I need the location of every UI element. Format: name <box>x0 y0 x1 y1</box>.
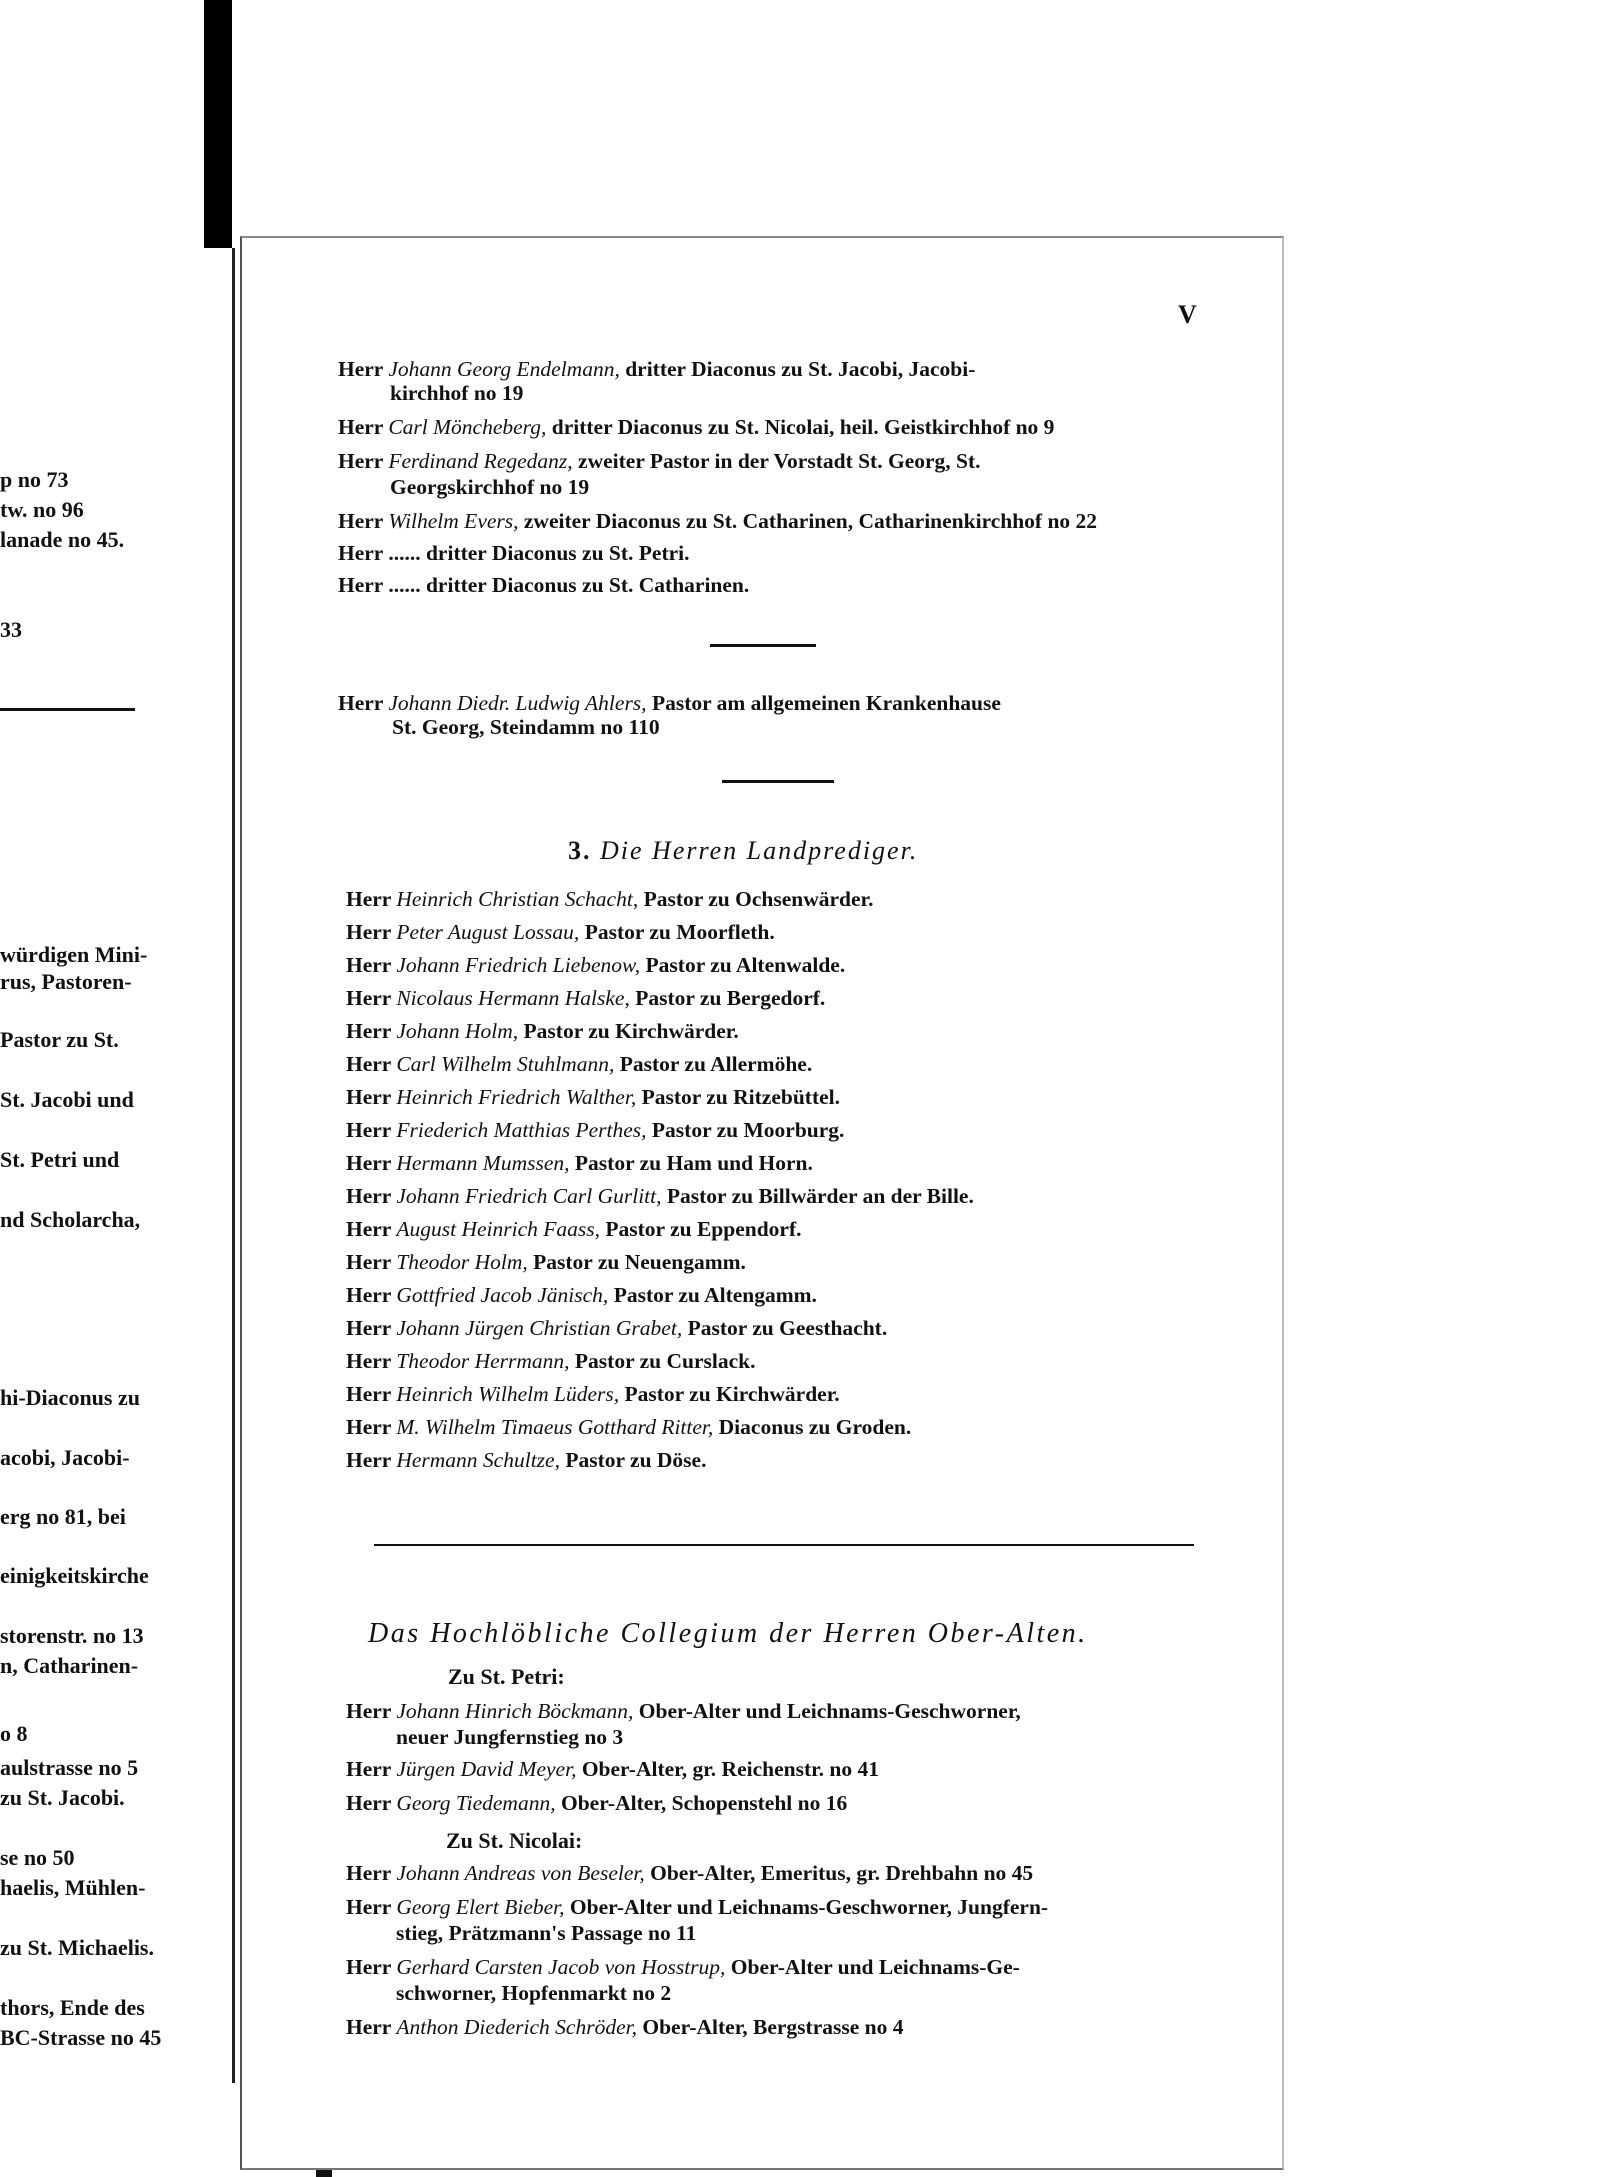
entry-name: Hermann Schultze, <box>396 1448 560 1472</box>
entry-office: Pastor zu Altengamm. <box>613 1283 817 1307</box>
left-fragment: rus, Pastoren- <box>0 969 132 994</box>
entry-prefix: Herr <box>346 1316 391 1340</box>
entry-office: Pastor zu Bergedorf. <box>635 986 826 1010</box>
entry-prefix: Herr <box>346 887 391 911</box>
entry-line: Herr Johann Andreas von Beseler, Ober-Alter, Emeritus, gr. Drehbahn no 45 <box>346 1861 1034 1885</box>
landprediger-entry <box>346 1249 746 1275</box>
left-fragment: St. Jacobi und <box>0 1087 134 1112</box>
entry-office: Pastor zu Ritzebüttel. <box>641 1085 841 1109</box>
entry-office: Pastor zu Altenwalde. <box>645 953 846 977</box>
entry-prefix: Herr <box>346 920 391 944</box>
left-fragment: St. Petri und <box>0 1147 120 1172</box>
entry-line: Herr Anthon Diederich Schröder, Ober-Alter, Bergstrasse no 4 <box>346 2015 904 2039</box>
entry-office: Pastor zu Allermöhe. <box>619 1052 813 1076</box>
entry-line: Herr Johann Georg Endelmann, dritter Diaconus zu St. Jacobi, Jacobi- <box>338 357 976 381</box>
landprediger-entry <box>346 1315 887 1341</box>
entry-name: Friederich Matthias Perthes, <box>396 1118 647 1142</box>
entry-office: Pastor zu Curslack. <box>574 1349 756 1373</box>
entry-name: Johann Friedrich Carl Gurlitt, <box>396 1184 662 1208</box>
entry-name: Theodor Holm, <box>396 1250 528 1274</box>
entry-continuation: Georgskirchhof no 19 <box>390 475 590 499</box>
landprediger-entry <box>346 1348 755 1374</box>
entry-office: Pastor zu Ochsenwärder. <box>643 887 874 911</box>
entry-line: Herr Georg Tiedemann, Ober-Alter, Schopenstehl no 16 <box>346 1791 848 1815</box>
left-fragment: zu St. Michaelis. <box>0 1935 154 1960</box>
entry-prefix: Herr <box>346 1283 391 1307</box>
entry-line: Herr Wilhelm Evers, zweiter Diaconus zu St. Catharinen, Catharinenkirchhof no 22 <box>338 509 1098 533</box>
entry-name: Johann Friedrich Liebenow, <box>396 953 641 977</box>
left-fragment: tw. no 96 <box>0 497 84 522</box>
landprediger-entry <box>346 1447 706 1473</box>
entry-prefix: Herr <box>346 986 391 1010</box>
entry-name: Nicolaus Hermann Halske, <box>396 986 630 1010</box>
landprediger-entry <box>346 952 845 978</box>
entry-line: Herr Carl Möncheberg, dritter Diaconus zu St. Nicolai, heil. Geistkirchhof no 9 <box>338 415 1055 439</box>
entry-continuation: neuer Jungfernstieg no 3 <box>396 1725 624 1749</box>
entry-name: Hermann Mumssen, <box>396 1151 570 1175</box>
landprediger-entry <box>346 1216 801 1242</box>
landprediger-entry <box>346 1183 974 1209</box>
landprediger-entry <box>346 919 775 945</box>
entry-prefix: Herr <box>346 1019 391 1043</box>
left-facing-page <box>0 248 235 2083</box>
entry-office: Pastor zu Döse. <box>565 1448 707 1472</box>
left-fragment: acobi, Jacobi- <box>0 1445 130 1470</box>
entry-office: Diaconus zu Groden. <box>718 1415 912 1439</box>
landprediger-entry <box>346 1150 813 1176</box>
left-fragment: zu St. Jacobi. <box>0 1785 125 1810</box>
entry-prefix: Herr <box>346 1085 391 1109</box>
entry-office: Pastor zu Moorfleth. <box>584 920 775 944</box>
entry-office: Pastor zu Eppendorf. <box>605 1217 802 1241</box>
section-title: 3. Die Herren Landprediger. <box>568 836 919 865</box>
entry-continuation: kirchhof no 19 <box>390 381 524 405</box>
left-fragment: nd Scholarcha, <box>0 1207 141 1232</box>
entry-prefix: Herr <box>346 1151 391 1175</box>
landprediger-entry <box>346 985 825 1011</box>
entry-prefix: Herr <box>346 1217 391 1241</box>
entry-prefix: Herr <box>346 953 391 977</box>
entry-office: Pastor zu Kirchwärder. <box>624 1382 840 1406</box>
left-fragment: n, Catharinen- <box>0 1653 139 1678</box>
entry-line: Herr Georg Elert Bieber, Ober-Alter und Leichnams-Geschworner, Jungfern- <box>346 1895 1049 1919</box>
left-fragment: 33 <box>0 617 22 642</box>
left-fragment: einigkeitskirche <box>0 1563 149 1588</box>
entry-office: Pastor zu Ham und Horn. <box>574 1151 813 1175</box>
landprediger-entry <box>346 1282 817 1308</box>
entry-office: Pastor zu Billwärder an der Bille. <box>666 1184 974 1208</box>
left-fragment: o 8 <box>0 1721 28 1746</box>
entry-prefix: Herr <box>346 1349 391 1373</box>
left-fragment: thors, Ende des <box>0 1995 145 2020</box>
entry-prefix: Herr <box>346 1250 391 1274</box>
left-fragment: lanade no 45. <box>0 527 125 552</box>
entry-name: M. Wilhelm Timaeus Gotthard Ritter, <box>396 1415 714 1439</box>
landprediger-entry <box>346 1051 812 1077</box>
entry-name: Johann Jürgen Christian Grabet, <box>396 1316 683 1340</box>
entry-name: Gottfried Jacob Jänisch, <box>396 1283 609 1307</box>
entry-line: Herr Gerhard Carsten Jacob von Hosstrup, Ober-Alter und Leichnams-Ge- <box>346 1955 1020 1979</box>
landprediger-entry <box>346 1018 739 1044</box>
left-fragment: hi-Diaconus zu <box>0 1385 140 1410</box>
section-divider <box>710 644 816 647</box>
entry-prefix: Herr <box>346 1448 391 1472</box>
entry-line: Herr Jürgen David Meyer, Ober-Alter, gr. Reichenstr. no 41 <box>346 1757 880 1781</box>
entry-name: Johann Holm, <box>396 1019 519 1043</box>
left-fragment: Pastor zu St. <box>0 1027 119 1052</box>
left-fragment: aulstrasse no 5 <box>0 1755 139 1780</box>
section-divider <box>374 1544 1194 1546</box>
entry-continuation: schworner, Hopfenmarkt no 2 <box>396 1981 672 2005</box>
entry-line: Herr Johann Hinrich Böckmann, Ober-Alter und Leichnams-Geschworner, <box>346 1699 1021 1723</box>
left-fragment: se no 50 <box>0 1845 75 1870</box>
left-fragment: BC-Strasse no 45 <box>0 2025 162 2050</box>
subheading-nicolai: Zu St. Nicolai: <box>446 1828 583 1853</box>
landprediger-entry <box>346 1381 840 1407</box>
entry-name: Peter August Lossau, <box>396 920 580 944</box>
left-fragment: erg no 81, bei <box>0 1504 126 1529</box>
entry-office: Pastor zu Kirchwärder. <box>523 1019 739 1043</box>
binding-strip <box>204 0 232 250</box>
entry-name: Theodor Herrmann, <box>396 1349 570 1373</box>
entry-prefix: Herr <box>346 1118 391 1142</box>
entry-prefix: Herr <box>346 1415 391 1439</box>
collegium-heading: Das Hochlöbliche Collegium der Herren Ober-Alten. <box>368 1618 1088 1649</box>
left-fragment: haelis, Mühlen- <box>0 1875 146 1900</box>
entry-office: Pastor zu Neuengamm. <box>533 1250 746 1274</box>
entry-name: Heinrich Wilhelm Lüders, <box>396 1382 620 1406</box>
page-number: V <box>1178 300 1197 329</box>
subheading-petri: Zu St. Petri: <box>448 1664 565 1689</box>
left-divider <box>0 708 135 711</box>
entry-name: Heinrich Christian Schacht, <box>396 887 639 911</box>
entry-prefix: Herr <box>346 1382 391 1406</box>
left-fragment: p no 73 <box>0 467 69 492</box>
landprediger-entry <box>346 1117 844 1143</box>
entry-continuation: stieg, Prätzmann's Passage no 11 <box>396 1921 697 1945</box>
left-fragment: würdigen Mini- <box>0 942 148 967</box>
entry-line: Herr Johann Diedr. Ludwig Ahlers, Pastor am allgemeinen Krankenhause <box>338 691 1001 715</box>
entry-name: August Heinrich Faass, <box>396 1217 600 1241</box>
landprediger-entry <box>346 886 874 912</box>
entry-office: Pastor zu Geesthacht. <box>687 1316 888 1340</box>
entry-line: Herr ...... dritter Diaconus zu St. Petri. <box>338 541 690 565</box>
entry-prefix: Herr <box>346 1052 391 1076</box>
entry-line: Herr Ferdinand Regedanz, zweiter Pastor in der Vorstadt St. Georg, St. <box>338 449 981 473</box>
entry-prefix: Herr <box>346 1184 391 1208</box>
landprediger-entry <box>346 1084 840 1110</box>
entry-name: Heinrich Friedrich Walther, <box>396 1085 637 1109</box>
left-fragment: storenstr. no 13 <box>0 1623 144 1648</box>
entry-continuation: St. Georg, Steindamm no 110 <box>392 715 660 739</box>
entry-name: Carl Wilhelm Stuhlmann, <box>396 1052 615 1076</box>
entry-office: Pastor zu Moorburg. <box>651 1118 845 1142</box>
landprediger-entry <box>346 1414 911 1440</box>
section-divider <box>722 780 834 783</box>
entry-line: Herr ...... dritter Diaconus zu St. Catharinen. <box>338 573 750 597</box>
